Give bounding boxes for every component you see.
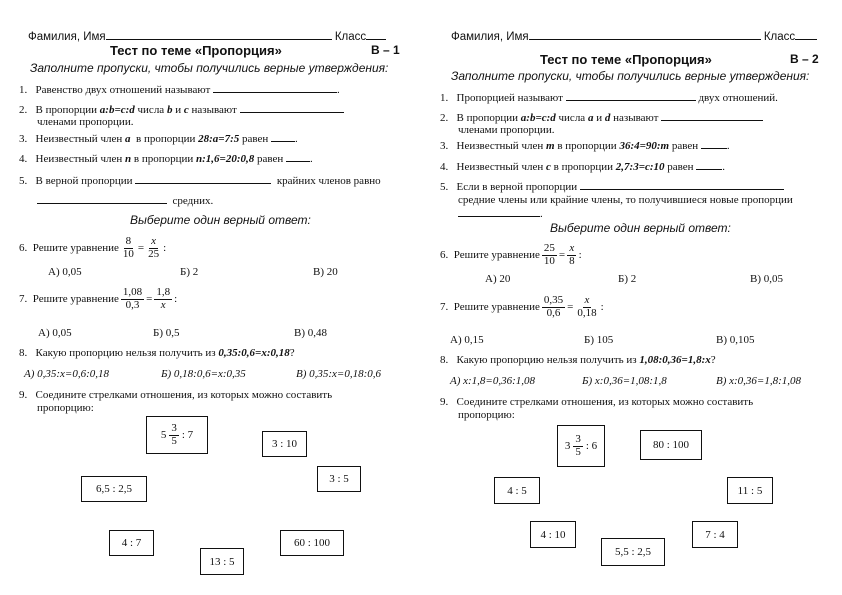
question-7 [19, 287, 177, 311]
variable: c [183, 104, 189, 116]
answer-blank [661, 111, 763, 121]
numerator: 1,08 [122, 286, 143, 298]
fraction [169, 423, 179, 447]
answer-blank [696, 160, 722, 170]
punct: : [578, 249, 582, 262]
question-7 [440, 295, 604, 319]
question-text: в пропорции [557, 140, 617, 152]
ratio-box[interactable]: 7 : 4 [692, 521, 738, 548]
fraction [542, 243, 557, 267]
question-number: 4. [440, 161, 449, 173]
question-5-cont2 [458, 207, 543, 220]
variable: m [546, 140, 555, 152]
variant-label: В – 2 [790, 52, 819, 66]
question-5 [440, 180, 784, 193]
question-4 [19, 152, 313, 165]
option-a[interactable]: А) 20 [485, 273, 511, 285]
numerator: 1,8 [156, 286, 171, 298]
denominator: 10 [122, 247, 134, 260]
question-text: средних. [172, 195, 214, 207]
denominator: 25 [148, 247, 160, 260]
numerator: 25 [543, 242, 555, 254]
option-a[interactable]: А) 0,05 [38, 327, 72, 339]
ratio-box[interactable]: 80 : 100 [640, 430, 702, 460]
question-text: Решите уравнение [32, 293, 119, 306]
option-c[interactable]: В) 0,105 [716, 334, 755, 346]
punct: . [337, 84, 340, 96]
question-text: Какую пропорцию нельзя получить из [456, 354, 637, 366]
ratio-box[interactable]: 11 : 5 [727, 477, 773, 504]
question-4 [440, 160, 725, 173]
question-6 [440, 243, 582, 267]
option-b[interactable]: Б) 0,18:0,6=x:0,35 [161, 368, 246, 380]
answer-blank [286, 152, 310, 162]
option-b[interactable]: Б) x:0,36=1,08:1,8 [582, 375, 667, 387]
denominator: 0,3 [125, 298, 140, 311]
question-text: двух отношений. [698, 92, 778, 104]
ratio-rest: : 7 [181, 429, 194, 441]
ratio-box[interactable]: 6,5 : 2,5 [81, 476, 147, 502]
question-text: Какую пропорцию нельзя получить из [35, 347, 216, 359]
question-text: В пропорции [456, 112, 519, 124]
ratio-box[interactable] [557, 425, 605, 467]
question-3 [19, 132, 298, 145]
option-c[interactable]: В) 20 [313, 266, 338, 278]
question-2 [440, 111, 763, 124]
ratio-box[interactable]: 3 : 10 [262, 431, 307, 457]
question-number: 9. [440, 396, 449, 408]
question-6 [19, 236, 166, 260]
punct: ? [710, 354, 716, 366]
question-3 [440, 139, 730, 152]
option-a[interactable]: А) 0,15 [450, 334, 484, 346]
question-number: 7. [19, 293, 28, 306]
question-text: Соедините стрелками отношения, из которых можно составить [456, 396, 754, 408]
name-label: Фамилия, Имя [451, 31, 529, 43]
question-number: 3. [440, 140, 449, 152]
proportion-expression: 28:a=7:5 [198, 133, 240, 145]
question-text: Неизвестный член [456, 140, 544, 152]
answer-blank [701, 139, 727, 149]
option-a[interactable]: А) x:1,8=0,36:1,08 [450, 375, 536, 387]
section-choice-instructions: Выберите один верный ответ: [130, 213, 311, 227]
question-number: 9. [19, 389, 28, 401]
question-text: Пропорцией называют [456, 92, 563, 104]
question-5 [19, 174, 381, 187]
proportion-expression: 36:4=90:m [619, 140, 670, 152]
denominator: x [160, 298, 166, 311]
question-text: в пропорции [553, 161, 614, 173]
question-text: числа [558, 112, 586, 124]
punct: : [174, 293, 178, 306]
question-text: Неизвестный член [35, 133, 123, 145]
punct: . [310, 153, 313, 165]
answer-blank [271, 132, 295, 142]
ratio-box[interactable]: 3 : 5 [317, 466, 361, 492]
question-text: в пропорции [133, 153, 194, 165]
question-text: Соедините стрелками отношения, из которых можно составить [35, 389, 333, 401]
question-number: 1. [19, 84, 28, 96]
question-text: числа [137, 104, 165, 116]
answer-blank [240, 103, 344, 113]
question-1 [440, 91, 778, 104]
ratio-box[interactable]: 5,5 : 2,5 [601, 538, 665, 566]
punct: : [600, 301, 604, 314]
ratio-box[interactable]: 60 : 100 [280, 530, 344, 556]
question-text: равен [242, 133, 269, 145]
question-text: В верной пропорции [35, 175, 133, 187]
fraction [542, 295, 565, 319]
numerator: 0,35 [543, 294, 564, 306]
question-number: 5. [19, 175, 28, 187]
question-number: 3. [19, 133, 28, 145]
numerator: 3 [171, 421, 177, 434]
whole-part: 5 [160, 429, 167, 441]
question-text: Решите уравнение [453, 249, 540, 262]
section-choice-instructions: Выберите один верный ответ: [550, 221, 731, 235]
answer-blank [213, 83, 337, 93]
equals-sign: = [558, 249, 566, 262]
question-number: 1. [440, 92, 449, 104]
question-text: равен [667, 161, 694, 173]
page-title: Тест по теме «Пропорция» [110, 43, 282, 58]
name-label: Фамилия, Имя [28, 31, 106, 43]
variable: n [125, 153, 132, 165]
mixed-number [161, 423, 193, 447]
class-blank [795, 30, 817, 40]
question-number: 7. [440, 301, 449, 314]
option-c[interactable]: В) x:0,36=1,8:1,08 [716, 375, 802, 387]
question-text: и [596, 112, 603, 124]
question-text: Неизвестный член [35, 153, 123, 165]
option-b[interactable]: Б) 2 [180, 266, 199, 278]
question-2 [19, 103, 344, 116]
punct: . [722, 161, 726, 173]
name-blank [529, 30, 761, 40]
answer-blank [37, 194, 167, 204]
answer-blank [566, 91, 696, 101]
question-text: равен [256, 153, 284, 165]
fraction [575, 295, 598, 319]
ratio-box[interactable] [146, 416, 208, 454]
question-number: 8. [440, 354, 449, 366]
section-fill-instructions: Заполните пропуски, чтобы получились верные утверждения: [30, 61, 389, 75]
question-text: Равенство двух отношений называют [35, 84, 211, 96]
question-5-cont [37, 194, 213, 207]
question-9-cont: пропорцию: [37, 402, 94, 414]
option-a[interactable]: А) 0,35:x=0,6:0,18 [24, 368, 110, 380]
question-number: 5. [440, 181, 449, 193]
proportion-expression: 1,08:0,36=1,8:x [639, 354, 711, 366]
question-number: 2. [440, 112, 449, 124]
question-text: равен [671, 140, 699, 152]
question-2-cont: членами пропорции. [458, 124, 555, 136]
name-field [451, 30, 817, 43]
punct: ? [289, 347, 295, 359]
proportion-expression: 0,35:0,6=x:0,18 [218, 347, 290, 359]
question-text: и [175, 104, 182, 116]
question-8 [19, 347, 295, 359]
question-text: крайних членов равно [276, 175, 381, 187]
variable: d [604, 112, 611, 124]
numerator: 8 [125, 235, 132, 247]
mixed-number [565, 434, 597, 458]
proportion-expression: a:b=c:d [99, 104, 135, 116]
class-label: Класс [334, 31, 367, 43]
variant-label: В – 1 [371, 43, 400, 57]
variable: a [587, 112, 594, 124]
denominator: 5 [171, 434, 177, 447]
fraction [121, 287, 144, 311]
proportion-expression: 2,7:3=c:10 [615, 161, 665, 173]
question-9-cont: пропорцию: [458, 409, 515, 421]
equals-sign: = [146, 293, 153, 306]
answer-blank [580, 180, 784, 190]
option-c[interactable]: В) 0,48 [294, 327, 327, 339]
variable: c [546, 161, 551, 173]
option-b[interactable]: Б) 2 [618, 273, 637, 285]
fraction [567, 243, 577, 267]
whole-part: 3 [564, 440, 571, 452]
question-text: Если в верной пропорции [456, 181, 578, 193]
fraction [121, 236, 136, 260]
proportion-expression: a:b=c:d [520, 112, 556, 124]
variable: a [125, 133, 131, 145]
numerator: x [584, 294, 590, 306]
punct: . [726, 140, 730, 152]
question-number: 2. [19, 104, 28, 116]
numerator: x [569, 242, 575, 254]
option-c[interactable]: В) 0,35:x=0,18:0,6 [296, 368, 382, 380]
question-9 [440, 396, 753, 408]
question-text: называют [191, 104, 237, 116]
question-number: 8. [19, 347, 28, 359]
option-b[interactable]: Б) 105 [584, 334, 614, 346]
question-8 [440, 354, 716, 366]
fraction [573, 434, 583, 458]
question-text: Неизвестный член [456, 161, 544, 173]
question-number: 4. [19, 153, 28, 165]
ratio-box[interactable]: 4 : 5 [494, 477, 540, 504]
denominator: 0,18 [577, 306, 597, 319]
equals-sign: = [137, 242, 145, 255]
numerator: 3 [575, 432, 581, 445]
option-a[interactable]: А) 0,05 [48, 266, 82, 278]
punct: . [295, 133, 298, 145]
answer-blank [458, 207, 540, 217]
name-field [28, 30, 386, 43]
answer-blank [135, 174, 271, 184]
proportion-expression: n:1,6=20:0,8 [196, 153, 255, 165]
question-5-cont: средние члены или крайние члены, то получившиеся новые пропорции [458, 194, 793, 206]
fraction [146, 236, 161, 260]
question-9 [19, 389, 332, 401]
section-fill-instructions: Заполните пропуски, чтобы получились верные утверждения: [451, 69, 810, 83]
question-text: Решите уравнение [453, 301, 540, 314]
punct: . [540, 208, 543, 220]
numerator: x [151, 235, 157, 247]
question-2-cont: членами пропорции. [37, 116, 134, 128]
equals-sign: = [567, 301, 574, 314]
denominator: 0,6 [546, 306, 561, 319]
fraction [154, 287, 172, 311]
class-blank [366, 30, 386, 40]
denominator: 8 [569, 254, 575, 267]
punct: : [163, 242, 167, 255]
variable: b [166, 104, 173, 116]
question-text: Решите уравнение [32, 242, 119, 255]
class-label: Класс [763, 31, 796, 43]
page-title: Тест по теме «Пропорция» [540, 52, 712, 67]
question-text: В пропорции [35, 104, 98, 116]
question-text: в пропорции [136, 133, 196, 145]
question-1 [19, 83, 340, 96]
denominator: 5 [575, 445, 581, 458]
option-b[interactable]: Б) 0,5 [153, 327, 180, 339]
denominator: 10 [543, 254, 555, 267]
question-number: 6. [19, 242, 28, 255]
ratio-box[interactable]: 4 : 10 [530, 521, 576, 548]
ratio-box[interactable]: 13 : 5 [200, 548, 244, 575]
question-number: 6. [440, 249, 449, 262]
question-text: называют [613, 112, 659, 124]
name-blank [106, 30, 332, 40]
ratio-box[interactable]: 4 : 7 [109, 530, 154, 556]
ratio-rest: : 6 [585, 440, 598, 452]
option-c[interactable]: В) 0,05 [750, 273, 783, 285]
